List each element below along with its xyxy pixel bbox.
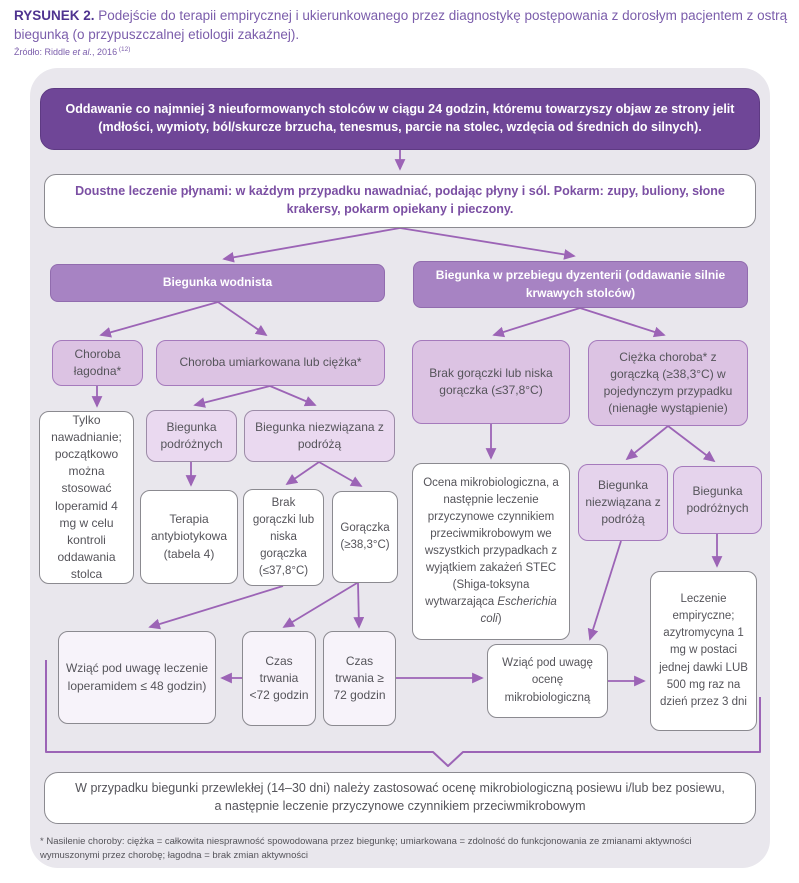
node-fever: Gorączka (≥38,3°C) [332,491,398,583]
source-prefix: Źródło: Riddle [14,47,73,58]
figure-title-block [14,6,788,57]
node-antibiotic-therapy: Terapia antybiotykowa (tabela 4) [140,490,238,584]
node-travelers-diarrhea-left: Biegunka podróżnych [146,410,237,462]
node-moderate-severe-disease: Choroba umiarkowana lub ciężka* [156,340,385,386]
node-no-fever-right: Brak gorączki lub niska gorączka (≤37,8°C) [412,340,570,424]
node-dysentery-header: Biegunka w przebiegu dyzenterii (oddawanie silnie krwawych stolców) [413,261,748,308]
node-microbiological-causal [412,463,570,640]
source-etal: et al. [72,47,93,58]
figure-title [14,6,788,44]
node-chronic-diarrhea: W przypadku biegunki przewlekłej (14–30 dni) należy zastosować ocenę mikrobiologiczną posiewu i/lub bez posiewu, a następnie leczenie przyczynowe czynnikiem przeciwmikrobowym [44,772,756,824]
severity-footnote: * Nasilenie choroby: ciężka = całkowita niesprawność spowodowana przez biegunkę; umiarkowana = zdolność do funkcjonowania ze zmianami aktywności wymuszonymi przez chorobę; łagodna = brak zmian aktywności [40,836,692,862]
node-rehydration-only: Tylko nawadnianie; początkowo można stosować loperamid 4 mg w celu kontroli oddawania stolca [39,411,134,584]
node-nontravel-diarrhea-right: Biegunka niezwiązana z podróżą [578,464,668,541]
node-stool-criteria: Oddawanie co najmniej 3 nieuformowanych stolców w ciągu 24 godzin, któremu towarzyszy objaw ze strony jelit (mdłości, wymioty, ból/skurcze brzucha, tenesmus, parcie na stolec, wzdęcia od średnich do silnych). [40,88,760,150]
node-microbiological-causal-text [421,475,561,628]
node-mild-disease: Choroba łagodna* [52,340,143,386]
node-no-fever-small: Brak gorączki lub niska gorączka (≤37,8°C) [243,489,324,586]
figure-source [14,46,788,57]
node-empiric-treatment: Leczenie empiryczne; azytromycyna 1 mg w postaci jednej dawki LUB 500 mg raz na dzień przez 3 dni [650,571,757,731]
node-consider-microbiology: Wziąć pod uwagę ocenę mikrobiologiczną [487,644,608,718]
node-nontravel-diarrhea-left: Biegunka niezwiązana z podróżą [244,410,395,462]
source-reference: (12) [118,46,131,54]
micro-causal-before: Ocena mikrobiologiczna, a następnie leczenie przyczynowe czynnikiem przeciwmikrobowym we wszystkich przypadkach z wyjątkiem zakażeń STEC (Shiga-toksyna wytwarzająca [423,476,559,609]
node-duration-over-72h: Czas trwania ≥ 72 godzin [323,631,396,726]
node-severe-with-fever: Ciężka choroba* z gorączką (≥38,3°C) w pojedynczym przypadku (nienagłe wystąpienie) [588,340,748,426]
figure-label: RYSUNEK 2. [14,8,95,23]
node-travelers-diarrhea-right: Biegunka podróżnych [673,466,762,534]
node-oral-rehydration: Doustne leczenie płynami: w każdym przypadku nawadniać, podając płyny i sól. Pokarm: zupy, buliony, słone krakersy, pokarm opiekany i pieczony. [44,174,756,228]
micro-causal-after: ) [497,613,502,626]
source-year: , 2016 [92,47,118,58]
node-duration-under-72h: Czas trwania <72 godzin [242,631,316,726]
node-loperamide: Wziąć pod uwagę leczenie loperamidem ≤ 48 godzin) [58,631,216,724]
micro-causal-italic: Escherichia coli [480,596,557,626]
figure-title-text: Podejście do terapii empirycznej i ukierunkowanego przez diagnostykę postępowania z dorosłym pacjentem z ostrą biegunką (o przypuszczalnej etiologii zakaźnej). [14,8,788,43]
node-watery-diarrhea-header: Biegunka wodnista [50,264,385,302]
